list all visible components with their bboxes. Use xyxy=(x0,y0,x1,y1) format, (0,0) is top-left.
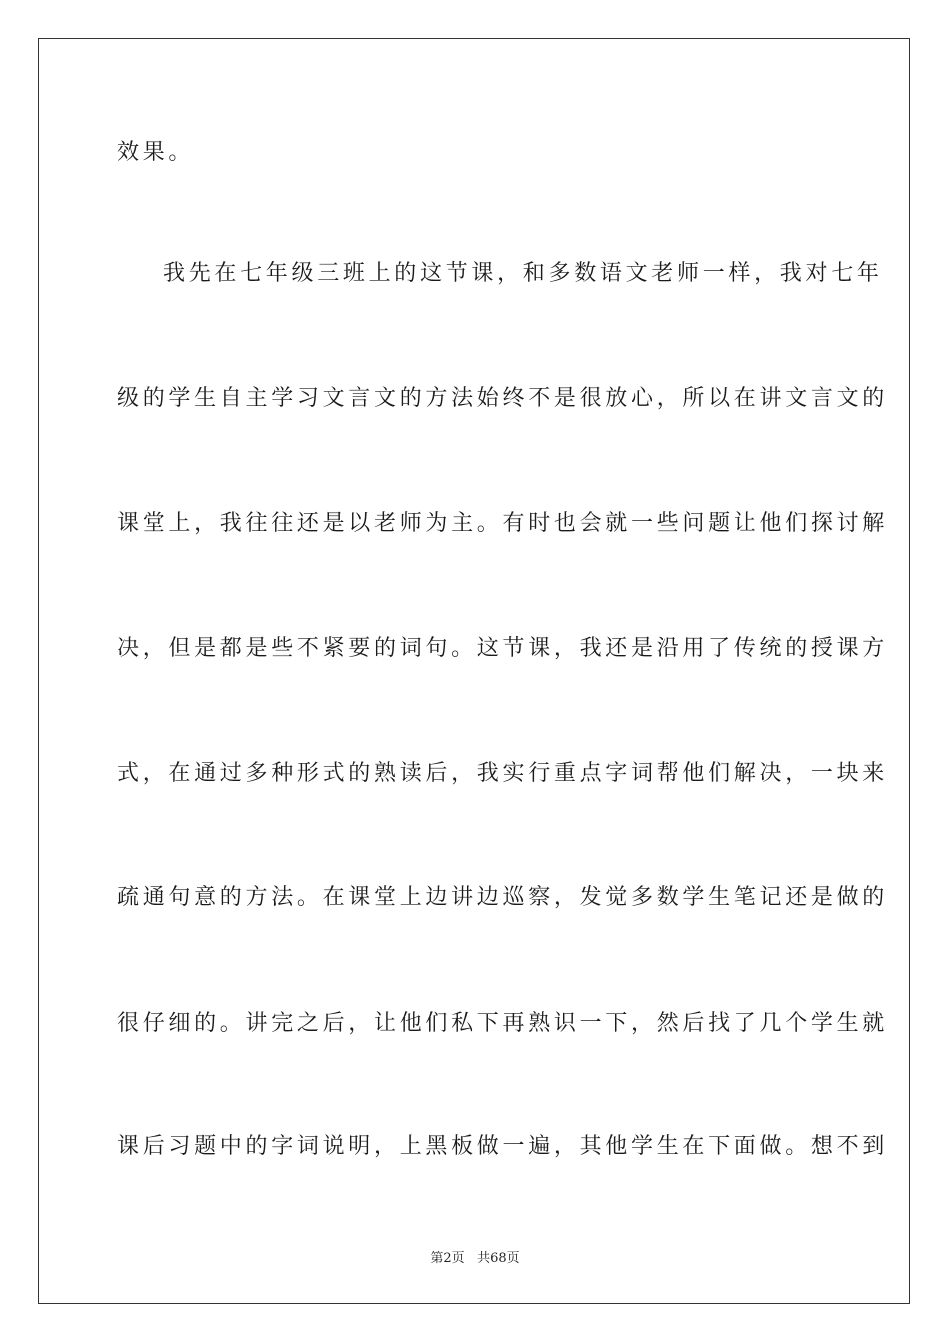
text-line-1: 效果。 xyxy=(117,140,195,165)
text-line-8: 很仔细的。讲完之后，让他们私下再熟识一下，然后找了几个学生就 xyxy=(117,1011,889,1036)
text-line-7: 疏通句意的方法。在课堂上边讲边巡察，发觉多数学生笔记还是做的 xyxy=(117,885,889,910)
page-border xyxy=(38,38,910,1304)
page-number: 第2页 xyxy=(430,1251,465,1266)
text-line-3: 级的学生自主学习文言文的方法始终不是很放心，所以在讲文言文的 xyxy=(117,386,889,411)
text-line-2: 我先在七年级三班上的这节课，和多数语文老师一样，我对七年 xyxy=(163,261,883,286)
text-line-9: 课后习题中的字词说明，上黑板做一遍，其他学生在下面做。想不到 xyxy=(117,1134,889,1159)
text-line-4: 课堂上，我往往还是以老师为主。有时也会就一些问题让他们探讨解 xyxy=(117,511,889,536)
text-line-6: 式，在通过多种形式的熟读后，我实行重点字词帮他们解决，一块来 xyxy=(117,761,889,786)
page-total: 共68页 xyxy=(477,1251,520,1266)
text-line-5: 决，但是都是些不紧要的词句。这节课，我还是沿用了传统的授课方 xyxy=(117,636,889,661)
page-footer xyxy=(0,1247,950,1266)
